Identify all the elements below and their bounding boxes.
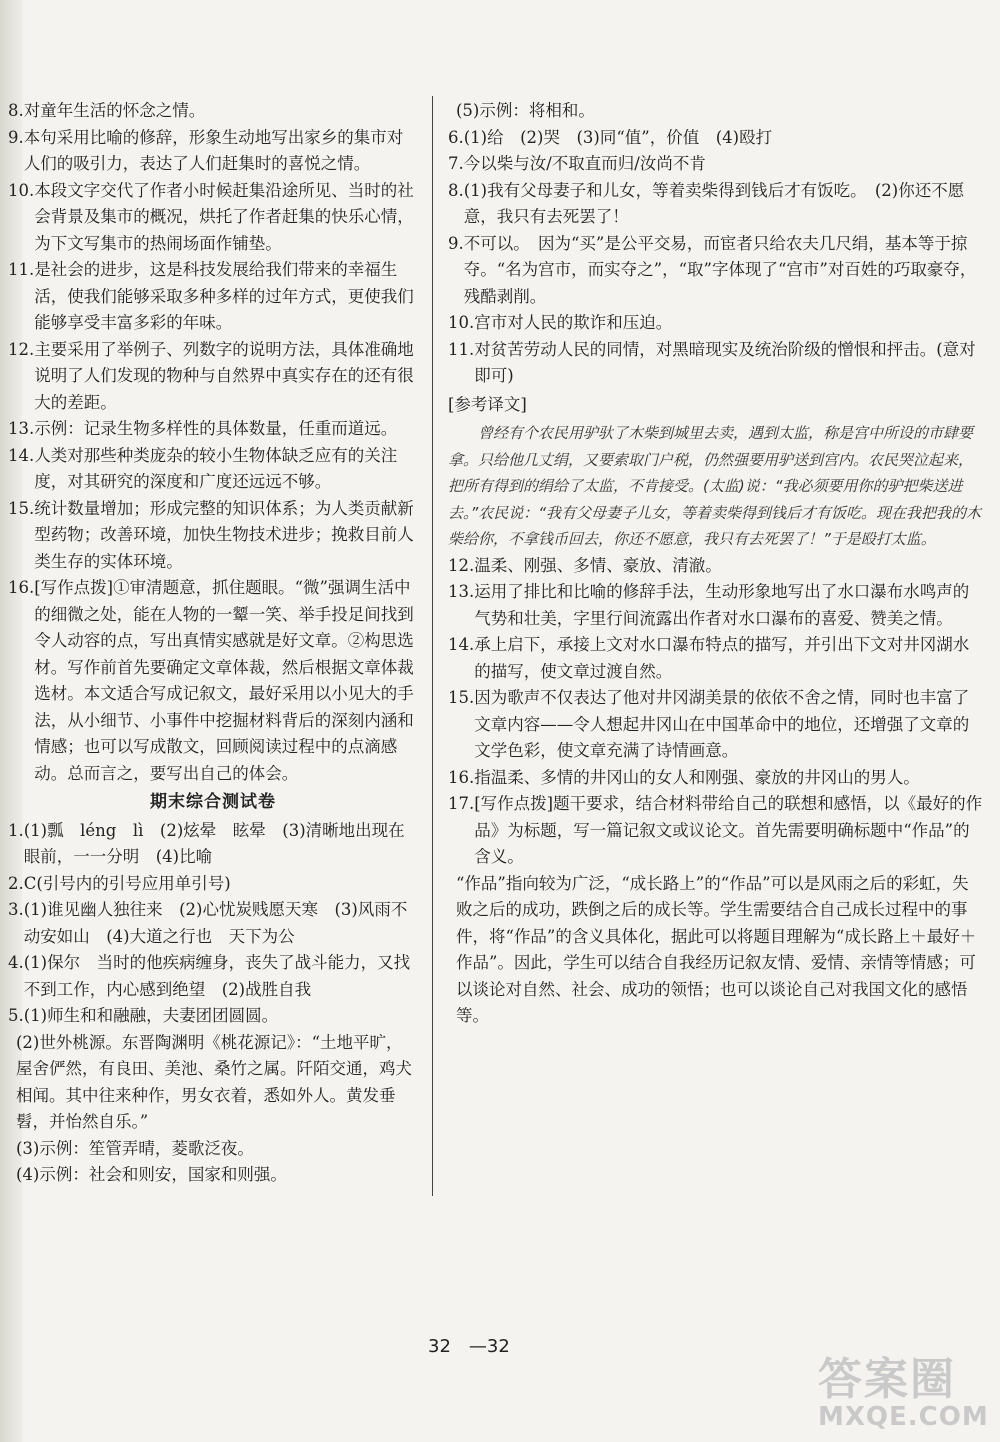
answer-number: 8. (8, 101, 24, 120)
answer-text: 承上启下，承接上文对水口瀑布特点的描写，并引出下文对井冈湖水的描写，使文章过渡自然。 (474, 635, 970, 681)
answer-text: (1)保尔 当时的他疾病缠身，丧失了战斗能力，又找不到工作，内心感到绝望 (2)战胜自我 (23, 953, 411, 999)
writing-tip-continuation: “作品”指向较为广泛，“成长路上”的“作品”可以是风雨之后的彩虹，失败之后的成功，跌倒之后的成长等。学生需要结合自己成长过程中的事件，将“作品”的含义具体化，据此可以将题目理解为“成长路上＋最好＋作品”。因此，学生可以结合自我经历记叙友情、爱情、亲情等情感；可以谈论对自然、社会、成功的领悟；也可以谈论自己对我国文化的感悟等。 (456, 873, 977, 1025)
answer-item (8, 871, 418, 898)
answer-number: 8. (448, 180, 464, 200)
answer-number: 14. (8, 445, 35, 465)
answer-number: 13. (8, 419, 35, 438)
answer-item (448, 231, 984, 311)
answer-item (448, 178, 984, 231)
answer-text: 对童年生活的怀念之情。 (23, 101, 206, 120)
left-answer-list-a (8, 98, 418, 787)
answer-item (448, 632, 984, 685)
watermark-url: MXQE.COM (818, 1402, 989, 1432)
answer-item (8, 416, 418, 443)
right-answer-list-b (448, 553, 984, 871)
answer-number: 4. (8, 953, 24, 972)
answer-text: 人类对那些种类庞杂的较小生物体缺乏应有的关注度，对其研究的深度和广度还远远不够。 (34, 445, 398, 491)
answer-text: 指温柔、多情的井冈山的女人和刚强、豪放的井冈山的男人。 (474, 767, 920, 787)
answer-number: 1. (8, 820, 24, 840)
answer-text: 本句采用比喻的修辞，形象生动地写出家乡的集市对人们的吸引力，表达了人们赶集时的喜悦之情。 (23, 127, 404, 173)
answer-item (8, 575, 418, 787)
answer-text: 是社会的进步，这是科技发展给我们带来的幸福生活，使我们能够采取多种多样的过年方式，更使我们能够享受丰富多彩的年味。 (34, 260, 414, 332)
answer-item (8, 496, 418, 576)
answer-item (8, 443, 418, 496)
left-column (8, 98, 418, 1189)
answer-item (8, 1003, 418, 1030)
answer-text: 温柔、刚强、多情、豪放、清澈。 (474, 555, 722, 575)
answer-number: 15. (448, 688, 475, 707)
answer-item (8, 125, 418, 178)
answer-number: 11. (448, 339, 475, 359)
answer-number: 7. (448, 154, 464, 173)
answer-number: 16. (8, 578, 35, 597)
answer-item (8, 818, 418, 871)
reference-translation-title: [参考译文] (448, 394, 527, 414)
watermark-title: 答案圈 (818, 1354, 956, 1405)
answer-number: 17. (448, 794, 475, 813)
answer-text: 宫市对人民的欺诈和压迫。 (474, 313, 673, 332)
answer-text: (1)我有父母妻子和儿女，等着卖柴得到钱后才有饭吃。 (2)你还不愿意，我只有去死罢了！ (463, 180, 965, 226)
answer-number: 15. (8, 498, 35, 518)
answer-5-part-3: (3)示例：笙管弄晴，菱歌泛夜。 (16, 1138, 254, 1158)
answer-text: 对贫苦劳动人民的同情，对黑暗现实及统治阶级的憎恨和抨击。(意对即可) (474, 339, 976, 385)
answer-number: 12. (8, 339, 35, 359)
answer-item (448, 310, 984, 337)
answer-number: 14. (448, 635, 475, 654)
answer-number: 5. (8, 1006, 24, 1025)
answer-text: [写作点拨]①审清题意，抓住题眼。“微”强调生活中的细微之处，能在人物的一颦一笑、举手投足间找到令人动容的点，写出真情实感就是好文章。②构思选材。写作前首先要确定文章体裁，然后根据文章体裁选材。本文适合写成记叙文，最好采用以小见大的手法，从小细节、小事件中挖掘材料背后的深刻内涵和情感；也可以写成散文，回顾阅读过程中的点滴感动。总而言之，要写出自己的体会。 (34, 578, 414, 783)
right-answer-list-a (448, 125, 984, 390)
answer-number: 13. (448, 582, 475, 601)
answer-item (8, 950, 418, 1003)
answer-number: 2. (8, 873, 24, 893)
answer-item (8, 337, 418, 417)
answer-number: 3. (8, 900, 24, 919)
watermark-logo (818, 1354, 989, 1438)
answer-item (8, 897, 418, 950)
answer-text: 主要采用了举例子、列数字的说明方法，具体准确地说明了人们发现的物种与自然界中真实存在的还有很大的差距。 (34, 339, 414, 412)
answer-text: 不可以。 因为“买”是公平交易，而宦者只给农夫几尺绢，基本等于掠夺。“名为宫市，而实夺之”，“取”字体现了“宫市”对百姓的巧取豪夺，残酷剥削。 (463, 233, 977, 306)
answer-item (8, 178, 418, 258)
answer-item (448, 579, 984, 632)
answer-text: 示例：记录生物多样性的具体数量，任重而道远。 (34, 419, 398, 438)
left-answer-list-b (8, 818, 418, 1030)
answer-text: 运用了排比和比喻的修辞手法，生动形象地写出了水口瀑布水鸣声的气势和壮美，字里行间流露出作者对水口瀑布的喜爱、赞美之情。 (474, 582, 970, 628)
column-divider (432, 96, 433, 1196)
answer-number: 10. (8, 180, 35, 200)
answer-text: 统计数量增加；形成完整的知识体系；为人类贡献新型药物；改善环境，加快生物技术进步；挽救目前人类生存的实体环境。 (34, 498, 414, 571)
answer-number: 11. (8, 260, 35, 279)
answer-number: 12. (448, 555, 475, 575)
answer-item (448, 151, 984, 178)
answer-item (448, 553, 984, 580)
answer-text: (1)瓢 léng lì (2)炫晕 眩晕 (3)清晰地出现在眼前，一一分明 (4)比喻 (23, 820, 405, 866)
answer-text: (1)师生和和融融，夫妻团团圆圆。 (23, 1006, 279, 1025)
answer-item (448, 685, 984, 765)
answer-item (448, 337, 984, 390)
page-number: 32 —32 (428, 1336, 510, 1357)
right-column (448, 98, 984, 1030)
answer-number: 6. (448, 127, 464, 147)
answer-text: 今以柴与汝/不取直而归/汝尚不肯 (463, 154, 706, 173)
answer-text: [写作点拨]题干要求，结合材料带给自己的联想和感悟，以《最好的作品》为标题，写一篇记叙文或议论文。首先需要明确标题中“作品”的含义。 (474, 794, 983, 866)
section-title: 期末综合测试卷 (150, 792, 276, 812)
answer-item (448, 791, 984, 871)
answer-item (448, 765, 984, 792)
answer-item (8, 98, 418, 125)
answer-5-part-4: (4)示例：社会和则安，国家和则强。 (16, 1165, 287, 1184)
answer-text: 本段文字交代了作者小时候赶集沿途所见、当时的社会背景及集市的概况，烘托了作者赶集的快乐心情，为下文写集市的热闹场面作铺垫。 (34, 180, 414, 253)
answer-item (448, 125, 984, 152)
answer-text: 因为歌声不仅表达了他对井冈湖美景的依依不舍之情，同时也丰富了文章内容——令人想起井冈山在中国革命中的地位，还增强了文章的文学色彩，使文章充满了诗情画意。 (474, 688, 970, 760)
answer-text: (1)给 (2)哭 (3)同“值”，价值 (4)殴打 (463, 127, 773, 147)
answer-number: 9. (448, 233, 464, 253)
answer-5-part-5: (5)示例：将相和。 (456, 101, 595, 120)
answer-item (8, 257, 418, 337)
answer-text: (1)谁见幽人独往来 (2)心忧炭贱愿天寒 (3)风雨不动安如山 (4)大道之行也 天下为公 (23, 900, 408, 946)
answer-text: C(引号内的引号应用单引号) (23, 873, 231, 893)
answer-5-part-2: (2)世外桃源。东晋陶渊明《桃花源记》：“土地平旷，屋舍俨然，有良田、美池、桑竹之属。阡陌交通，鸡犬相闻。其中往来种作，男女衣着，悉如外人。黄发垂髫，并怡然自乐。” (16, 1032, 412, 1131)
answer-number: 16. (448, 767, 475, 787)
answer-number: 9. (8, 127, 24, 147)
reference-translation-text: 曾经有个农民用驴驮了木柴到城里去卖，遇到太监，称是宫中所设的市肆要拿。只给他几丈绢，又要索取门户税，仍然强要用驴送到宫内。农民哭泣起来，把所有得到的绢给了太监，不肯接受。(太监)说：“我必须要用你的驴把柴送进去。”农民说：“我有父母妻子儿女，等着卖柴得到钱后才有饭吃。现在我把我的木柴给你，不拿钱币回去，你还不愿意，我只有去死罢了！”于是殴打太监。 (448, 424, 982, 548)
answer-number: 10. (448, 313, 475, 332)
